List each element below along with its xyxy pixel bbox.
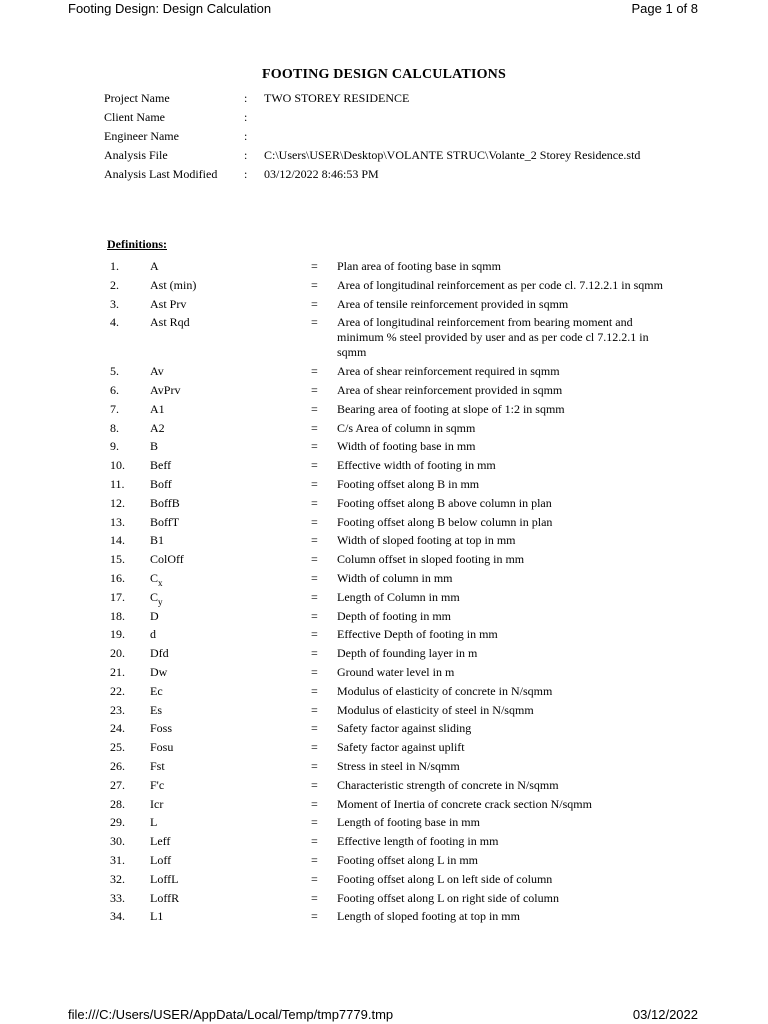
project-separator: : — [244, 148, 248, 162]
definition-symbol — [150, 533, 164, 548]
definition-number: 7. — [110, 401, 119, 416]
definition-symbol — [150, 872, 178, 887]
definition-description: Area of longitudinal reinforcement as per code cl. 7.12.2.1 in sqmm — [337, 277, 663, 292]
definitions-heading: Definitions: — [107, 237, 167, 251]
definition-equals: = — [311, 476, 318, 491]
definition-symbol — [150, 552, 184, 567]
definition-row — [0, 721, 768, 736]
project-separator: : — [244, 91, 248, 105]
page-number: Page 1 of 8 — [631, 1, 698, 16]
definition-description: Safety factor against sliding — [337, 721, 472, 736]
definition-symbol-text: ColOff — [150, 552, 184, 567]
definition-symbol — [150, 571, 163, 587]
definition-description: Width of footing base in mm — [337, 439, 476, 454]
definition-symbol-text: Ast (min) — [150, 277, 197, 292]
definition-equals: = — [311, 514, 318, 529]
definition-symbol — [150, 364, 164, 379]
project-value — [264, 129, 644, 144]
definition-description: Footing offset along L on left side of column — [337, 871, 553, 886]
definition-number: 16. — [110, 570, 125, 585]
definition-description: Footing offset along B below column in plan — [337, 514, 553, 529]
definition-equals: = — [311, 533, 318, 548]
definition-number: 28. — [110, 796, 125, 811]
definition-equals: = — [311, 909, 318, 924]
definition-row — [0, 627, 768, 642]
definition-equals: = — [311, 721, 318, 736]
definition-number: 2. — [110, 277, 119, 292]
definition-symbol-text: Leff — [150, 834, 171, 849]
definition-row — [0, 815, 768, 830]
project-value: C:\Users\USER\Desktop\VOLANTE STRUC\Volante_2 Storey Residence.std — [264, 148, 641, 162]
definition-row — [0, 872, 768, 887]
definition-symbol — [150, 477, 172, 492]
definition-number: 3. — [110, 296, 119, 311]
definition-number: 31. — [110, 852, 125, 867]
definition-equals: = — [311, 664, 318, 679]
footer-file-path: file:///C:/Users/USER/AppData/Local/Temp/tmp7779.tmp — [68, 1007, 394, 1022]
definition-number: 20. — [110, 646, 125, 661]
definition-row — [0, 891, 768, 906]
definition-equals: = — [311, 890, 318, 905]
definition-equals: = — [311, 758, 318, 773]
definition-equals: = — [311, 364, 318, 379]
definition-number: 19. — [110, 627, 125, 642]
definition-row — [0, 458, 768, 473]
definition-description: Safety factor against uplift — [337, 740, 465, 755]
project-row-engineer-name — [104, 129, 644, 144]
definition-equals: = — [311, 815, 318, 830]
definition-equals: = — [311, 777, 318, 792]
definition-row — [0, 552, 768, 567]
definition-equals: = — [311, 683, 318, 698]
definition-number: 17. — [110, 589, 125, 604]
definition-row — [0, 383, 768, 398]
definition-row — [0, 665, 768, 680]
definition-symbol — [150, 458, 171, 473]
definition-equals: = — [311, 740, 318, 755]
definition-description: Ground water level in m — [337, 664, 455, 679]
definition-symbol-text: Es — [150, 702, 162, 717]
definition-equals: = — [311, 570, 318, 585]
definition-equals: = — [311, 852, 318, 867]
definition-symbol — [150, 891, 179, 906]
definition-equals: = — [311, 702, 318, 717]
definition-symbol-text: Av — [150, 364, 164, 379]
definition-symbol — [150, 759, 165, 774]
definition-equals: = — [311, 420, 318, 435]
project-label: Client Name — [104, 110, 165, 124]
definition-symbol — [150, 383, 180, 398]
definition-symbol-text: Fst — [150, 758, 165, 773]
definition-symbol-text: C — [150, 570, 159, 585]
definition-symbol — [150, 834, 170, 849]
definition-description: Footing offset along L on right side of column — [337, 890, 559, 905]
definition-description: Area of shear reinforcement provided in sqmm — [337, 382, 563, 397]
definition-symbol — [150, 297, 186, 312]
definition-equals: = — [311, 646, 318, 661]
definition-symbol — [150, 665, 167, 680]
definition-description: Footing offset along L in mm — [337, 852, 478, 867]
definition-symbol-subscript: y — [158, 596, 163, 607]
definition-row — [0, 609, 768, 624]
definition-row — [0, 834, 768, 849]
definition-row — [0, 402, 768, 417]
definition-symbol-text: L — [150, 815, 158, 830]
definition-description: Modulus of elasticity of concrete in N/sqmm — [337, 683, 553, 698]
project-info — [104, 91, 644, 186]
definition-equals: = — [311, 495, 318, 510]
definition-symbol-text: F'c — [150, 777, 165, 792]
definition-row — [0, 259, 768, 274]
definition-symbol — [150, 278, 196, 293]
definition-symbol — [150, 909, 163, 924]
project-value: 03/12/2022 8:46:53 PM — [264, 167, 379, 181]
definition-number: 18. — [110, 608, 125, 623]
definition-symbol — [150, 627, 156, 642]
definition-equals: = — [311, 627, 318, 642]
definition-number: 14. — [110, 533, 125, 548]
definition-description: Depth of founding layer in m — [337, 646, 478, 661]
definition-symbol-text: A — [150, 259, 159, 273]
definition-symbol — [150, 646, 169, 661]
document-title: FOOTING DESIGN CALCULATIONS — [262, 67, 506, 82]
definition-number: 32. — [110, 871, 125, 886]
definition-number: 23. — [110, 702, 125, 717]
definition-equals: = — [311, 834, 318, 849]
definition-description: Depth of footing in mm — [337, 608, 451, 623]
definition-description: Footing offset along B above column in plan — [337, 495, 552, 510]
definition-symbol-text: BoffB — [150, 495, 180, 510]
definition-equals: = — [311, 259, 318, 273]
definition-symbol — [150, 778, 164, 793]
definition-row — [0, 515, 768, 530]
definition-symbol-text: L1 — [150, 909, 164, 924]
definition-equals: = — [311, 277, 318, 292]
project-value — [264, 110, 644, 125]
definition-symbol-text: Ast Prv — [150, 296, 187, 311]
definition-symbol-text: D — [150, 608, 159, 623]
definition-symbol — [150, 740, 173, 755]
definition-row — [0, 421, 768, 436]
definition-row — [0, 571, 768, 586]
definition-row — [0, 477, 768, 492]
definition-description: Length of Column in mm — [337, 589, 460, 604]
definition-symbol-text: Ec — [150, 683, 163, 698]
definition-row — [0, 740, 768, 755]
definition-symbol-text: Dfd — [150, 646, 169, 661]
definition-number: 29. — [110, 815, 125, 830]
project-separator: : — [244, 129, 248, 143]
definition-description: Plan area of footing base in sqmm — [337, 259, 501, 273]
project-row-client-name — [104, 110, 644, 125]
project-separator: : — [244, 167, 248, 181]
definition-equals: = — [311, 589, 318, 604]
definition-number: 11. — [110, 476, 125, 491]
definition-symbol-text: Foss — [150, 721, 173, 736]
definition-equals: = — [311, 458, 318, 473]
definition-description: Stress in steel in N/sqmm — [337, 758, 460, 773]
definition-row — [0, 364, 768, 379]
definition-symbol — [150, 609, 159, 624]
definition-equals: = — [311, 796, 318, 811]
definitions-list — [0, 259, 768, 928]
definition-symbol-text: BoffT — [150, 514, 180, 529]
definition-description: Modulus of elasticity of steel in N/sqmm — [337, 702, 534, 717]
definition-number: 34. — [110, 909, 125, 924]
definition-row — [0, 297, 768, 312]
definition-symbol-text: Icr — [150, 796, 164, 811]
definition-symbol — [150, 421, 165, 436]
definition-symbol — [150, 315, 190, 330]
definition-number: 4. — [110, 315, 119, 330]
definition-equals: = — [311, 382, 318, 397]
definition-row — [0, 778, 768, 793]
footer-date: 03/12/2022 — [632, 1007, 698, 1022]
definition-symbol — [150, 590, 163, 606]
definition-description: Effective length of footing in mm — [337, 834, 499, 849]
definition-equals: = — [311, 608, 318, 623]
definition-symbol-text: A1 — [150, 401, 165, 416]
definition-number: 26. — [110, 758, 125, 773]
definition-description: Effective Depth of footing in mm — [337, 627, 498, 642]
definition-symbol — [150, 797, 163, 812]
definition-symbol — [150, 703, 162, 718]
definition-number: 27. — [110, 777, 125, 792]
definition-symbol-text: Dw — [150, 664, 168, 679]
definition-number: 15. — [110, 552, 125, 567]
project-label: Analysis Last Modified — [104, 167, 218, 181]
page-header-title: Footing Design: Design Calculation — [68, 1, 272, 16]
project-label: Engineer Name — [104, 129, 179, 143]
definition-description: Area of longitudinal reinforcement from bearing moment and minimum % steel provided by user and as per code cl 7.12.2.1 in sqmm — [337, 315, 649, 360]
definition-number: 30. — [110, 834, 125, 849]
project-label: Analysis File — [104, 148, 168, 162]
definition-symbol-text: Loff — [150, 852, 172, 867]
definition-symbol-text: Ast Rqd — [150, 315, 190, 330]
definition-row — [0, 703, 768, 718]
definition-description: C/s Area of column in sqmm — [337, 420, 476, 435]
definition-row — [0, 853, 768, 868]
definition-description: Area of shear reinforcement required in sqmm — [337, 364, 560, 379]
definition-row — [0, 759, 768, 774]
definition-number: 21. — [110, 664, 125, 679]
definition-symbol-subscript: x — [158, 577, 163, 588]
definition-symbol-text: LoffL — [150, 871, 179, 886]
definition-row — [0, 439, 768, 454]
definition-row — [0, 496, 768, 511]
definition-symbol-text: AvPrv — [150, 382, 181, 397]
definition-symbol-text: B1 — [150, 533, 165, 548]
definition-symbol — [150, 853, 171, 868]
definition-equals: = — [311, 871, 318, 886]
definition-number: 5. — [110, 364, 119, 379]
definition-symbol — [150, 439, 158, 454]
definition-row — [0, 684, 768, 699]
definition-symbol-text: Boff — [150, 476, 172, 491]
definition-number: 22. — [110, 683, 125, 698]
definition-equals: = — [311, 296, 318, 311]
definition-number: 6. — [110, 382, 119, 397]
definition-row — [0, 278, 768, 293]
definition-symbol — [150, 684, 163, 699]
definition-description: Bearing area of footing at slope of 1:2 in sqmm — [337, 401, 565, 416]
definition-symbol-text: Beff — [150, 458, 172, 473]
definition-description: Column offset in sloped footing in mm — [337, 552, 525, 567]
definition-symbol — [150, 402, 165, 417]
project-value: TWO STOREY RESIDENCE — [264, 91, 410, 105]
definition-row — [0, 533, 768, 548]
definition-description: Length of sloped footing at top in mm — [337, 909, 520, 924]
definition-number: 24. — [110, 721, 125, 736]
definition-row — [0, 646, 768, 661]
definition-equals: = — [311, 552, 318, 567]
definition-description: Length of footing base in mm — [337, 815, 480, 830]
definition-row — [0, 315, 768, 360]
project-row-analysis-file — [104, 148, 644, 163]
definition-symbol — [150, 515, 179, 530]
definition-number: 9. — [110, 439, 119, 454]
definition-row — [0, 797, 768, 812]
definition-symbol-text: d — [150, 627, 156, 642]
definition-number: 33. — [110, 890, 125, 905]
definition-symbol-text: B — [150, 439, 159, 454]
definition-number: 13. — [110, 514, 125, 529]
definition-symbol-text: LoffR — [150, 890, 180, 905]
definition-description: Characteristic strength of concrete in N/sqmm — [337, 777, 559, 792]
definition-symbol — [150, 259, 159, 274]
definition-number: 10. — [110, 458, 125, 473]
project-separator: : — [244, 110, 248, 124]
definition-description: Area of tensile reinforcement provided in sqmm — [337, 296, 569, 311]
definition-number: 12. — [110, 495, 125, 510]
definition-symbol — [150, 496, 180, 511]
definition-symbol-text: C — [150, 589, 159, 604]
definition-symbol — [150, 815, 157, 830]
definition-symbol-text: A2 — [150, 420, 165, 435]
definition-number: 1. — [110, 259, 119, 273]
project-row-last-modified — [104, 167, 644, 182]
definition-row — [0, 909, 768, 924]
definition-description: Effective width of footing in mm — [337, 458, 496, 473]
definition-number: 25. — [110, 740, 125, 755]
definition-equals: = — [311, 439, 318, 454]
definition-description: Width of column in mm — [337, 570, 453, 585]
definition-description: Width of sloped footing at top in mm — [337, 533, 516, 548]
project-row-project-name — [104, 91, 644, 106]
definition-symbol-text: Fosu — [150, 740, 174, 755]
definition-equals: = — [311, 401, 318, 416]
definition-row — [0, 590, 768, 605]
definition-description: Moment of Inertia of concrete crack section N/sqmm — [337, 796, 592, 811]
definition-symbol — [150, 721, 172, 736]
definition-description: Footing offset along B in mm — [337, 476, 480, 491]
project-label: Project Name — [104, 91, 170, 105]
definition-number: 8. — [110, 420, 119, 435]
definition-equals: = — [311, 315, 318, 330]
